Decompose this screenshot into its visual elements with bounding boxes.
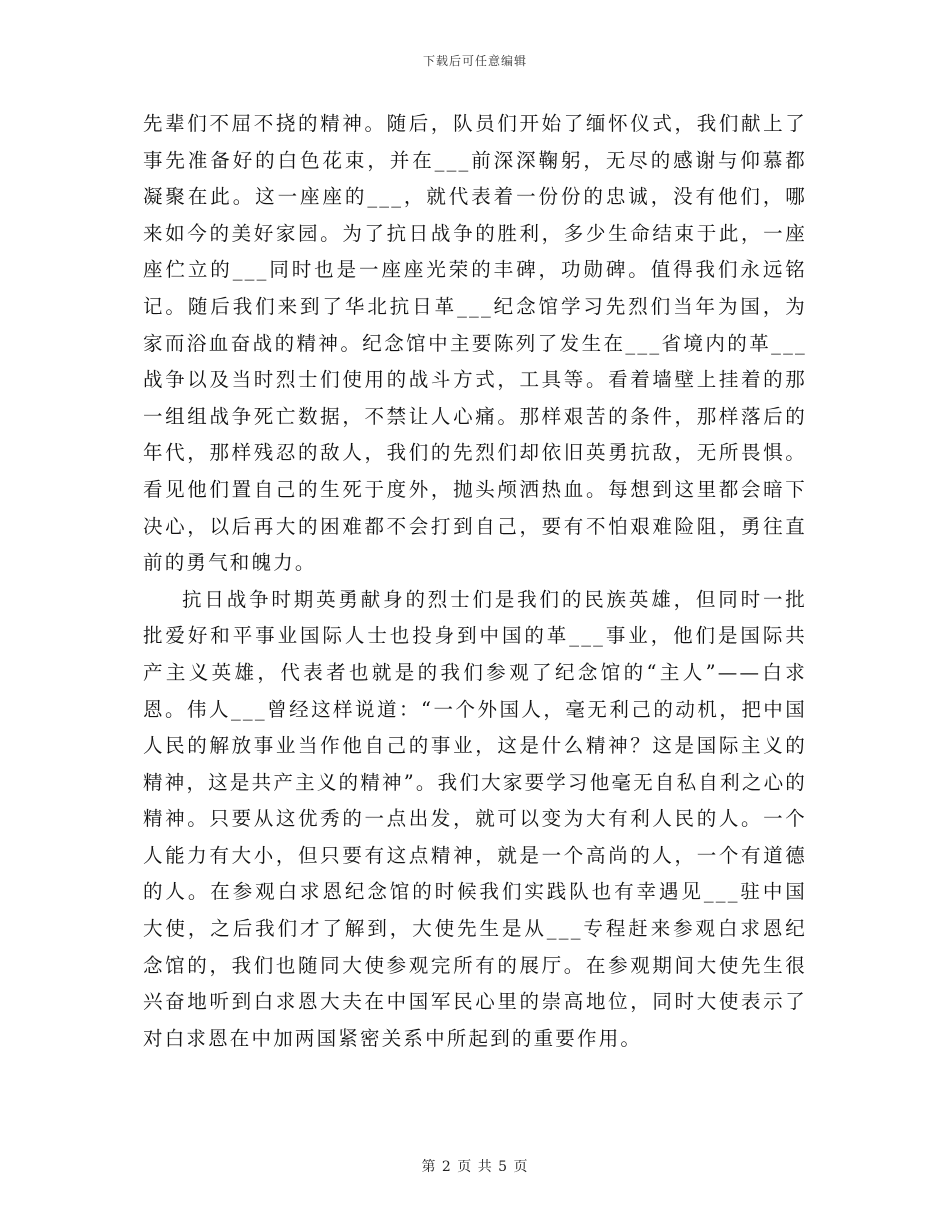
paragraph-2: 抗日战争时期英勇献身的烈士们是我们的民族英雄，但同时一批批爱好和平事业国际人士也投身到中国的革___事业，他们是国际共产主义英雄，代表者也就是的我们参观了纪念馆的“主人”——白求恩。伟人___曾经这样说道：“一个外国人，毫无利己的动机，把中国人民的解放事业当作他自己的事业，这是什么精神？这是国际主义的精神，这是共产主义的精神”。我们大家要学习他毫无自私自利之心的精神。只要从这优秀的一点出发，就可以变为大有利人民的人。一个人能力有大小，但只要有这点精神，就是一个高尚的人，一个有道德的人。在参观白求恩纪念馆的时候我们实践队也有幸遇见___驻中国大使，之后我们才了解到，大使先生是从___专程赶来参观白求恩纪念馆的，我们也随同大使参观完所有的展厅。在参观期间大使先生很兴奋地听到白求恩大夫在中国军民心里的崇高地位，同时大使表示了对白求恩在中加两国紧密关系中所起到的重要作用。 [143, 587, 807, 1050]
page-number: 第 2 页 共 5 页 [421, 1159, 529, 1175]
paragraph-1: 先辈们不屈不挠的精神。随后，队员们开始了缅怀仪式，我们献上了事先准备好的白色花束，并在___前深深鞠躬，无尽的感谢与仰慕都凝聚在此。这一座座的___，就代表着一份份的忠诚，没有他们，哪来如今的美好家园。为了抗日战争的胜利，多少生命结束于此，一座座伫立的___同时也是一座座光荣的丰碑，功勋碑。值得我们永远铭记。随后我们来到了华北抗日革___纪念馆学习先烈们当年为国，为家而浴血奋战的精神。纪念馆中主要陈列了发生在___省境内的革___战争以及当时烈士们使用的战斗方式，工具等。看着墙壁上挂着的那一组组战争死亡数据，不禁让人心痛。那样艰苦的条件，那样落后的年代，那样残忍的敌人，我们的先烈们却依旧英勇抗敌，无所畏惧。看见他们置自己的生死于度外，抛头颅洒热血。每想到这里都会暗下决心，以后再大的困难都不会打到自己，要有不怕艰难险阻，勇往直前的勇气和魄力。 [143, 112, 807, 575]
document-body [143, 106, 807, 1057]
page-header-note: 下载后可任意编辑 [422, 54, 527, 68]
